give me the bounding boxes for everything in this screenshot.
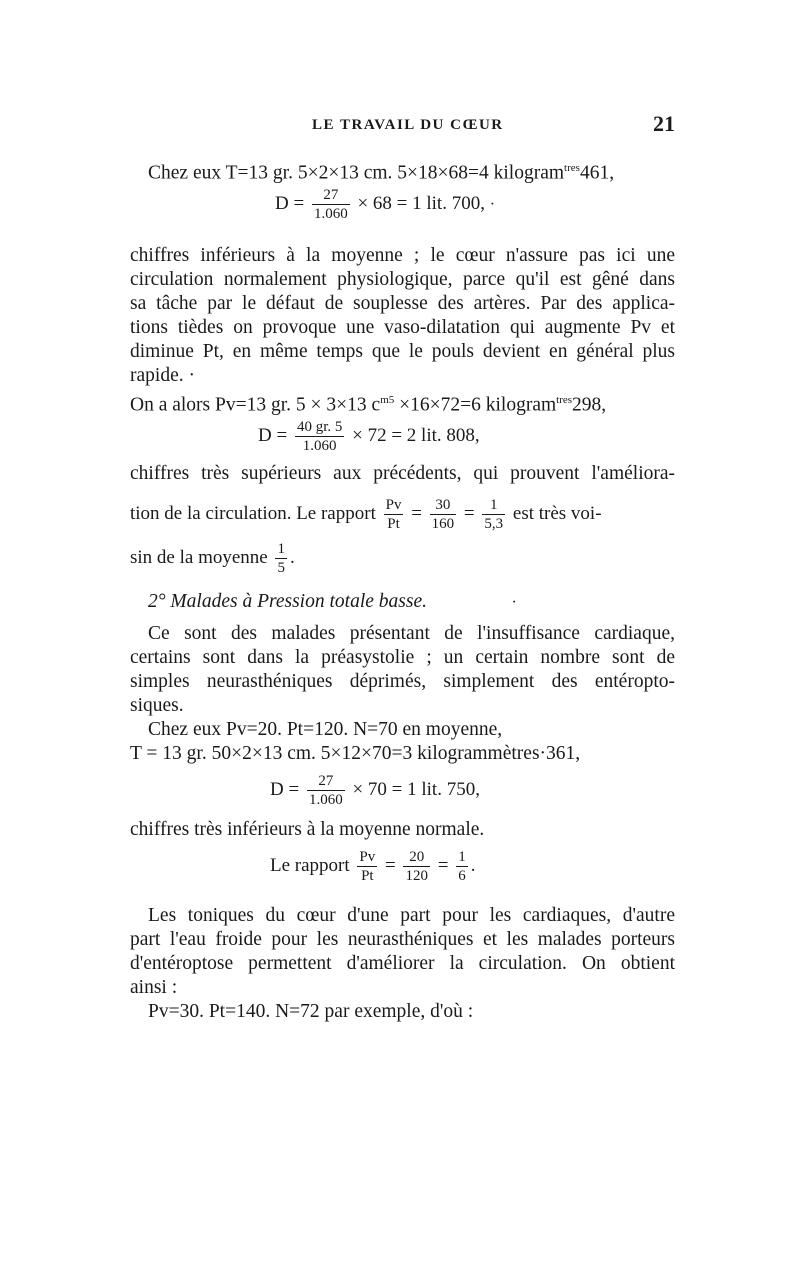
paragraph-line: diminue Pt, en même temps que le pouls devient en général plus — [130, 341, 675, 362]
equation: D = $\frac{40 gr. 5}{1.060}$ × 72 = 2 lit. 808, — [258, 419, 480, 454]
paragraph-line: chiffres très supérieurs aux précédents, qui prouvent l'améliora- — [130, 463, 675, 484]
page-number: 21 — [653, 111, 675, 136]
paragraph-line: tions tièdes on provoque une vaso-dilatation qui augmente Pv et — [130, 317, 675, 338]
paragraph-line: part l'eau froide pour les neurasthéniques et les malades porteurs — [130, 929, 675, 950]
ratio-line: sin de la moyenne $\frac{1}{5}$ . — [130, 541, 295, 576]
ratio-line: Le rapport $\frac{Pv}{Pt}$ = $\frac{20}{120}$ = $\frac{1}{6}$ . — [270, 849, 476, 884]
page-header — [130, 111, 675, 145]
section-heading: 2° Malades à Pression totale basse. · — [148, 591, 516, 612]
paragraph-line: circulation normalement physiologique, parce qu'il est gêné dans — [130, 269, 675, 290]
equation: D = $\frac{27}{1.060}$ × 70 = 1 lit. 750, — [270, 773, 480, 808]
running-title: LE TRAVAIL DU CŒUR — [312, 117, 504, 133]
text-line: On a alors Pv=13 gr. 5 × 3×13 $c^{m5} \times 16\times 72=6$ kilogram$^{tres}$298, — [130, 394, 607, 416]
text-line: Chez eux T=13 gr. 5×2×13 cm. 5×18×68=4 kilogram$^{tres}$461, — [148, 162, 615, 184]
text-line: Pv=30. Pt=140. N=72 par exemple, d'où : — [148, 1001, 474, 1022]
paragraph-line: chiffres inférieurs à la moyenne ; le cœur n'assure pas ici une — [130, 245, 675, 266]
ratio-line: tion de la circulation. Le rapport $\frac{Pv}{Pt}$ = $\frac{30}{160}$ = $\frac{1}{5,3}$ est très voi- — [130, 497, 602, 532]
text-line: Chez eux Pv=20. Pt=120. N=70 en moyenne, — [148, 719, 503, 740]
paragraph-line: simples neurasthéniques déprimés, simplement des entéropto- — [130, 671, 675, 692]
paragraph-line: Les toniques du cœur d'une part pour les cardiaques, d'autre — [148, 905, 675, 926]
paragraph-line: chiffres très inférieurs à la moyenne normale. — [130, 819, 485, 840]
equation: D = $\frac{27}{1.060}$ × 68 = 1 lit. 700, · — [275, 187, 496, 222]
paragraph-line: siques. — [130, 695, 184, 716]
paragraph-line: rapide. · — [130, 365, 195, 386]
text-line: T = 13 gr. 50×2×13 cm. 5×12×70=3 kilogrammètres·361, — [130, 743, 581, 764]
paragraph-line: d'entéroptose permettent d'améliorer la circulation. On obtient — [130, 953, 675, 974]
paragraph-line: ainsi : — [130, 977, 178, 998]
paragraph-line: certains sont dans la préasystolie ; un certain nombre sont de — [130, 647, 675, 668]
paragraph-line: sa tâche par le défaut de souplesse des artères. Par des applica- — [130, 293, 675, 314]
paragraph-line: Ce sont des malades présentant de l'insuffisance cardiaque, — [148, 623, 675, 644]
